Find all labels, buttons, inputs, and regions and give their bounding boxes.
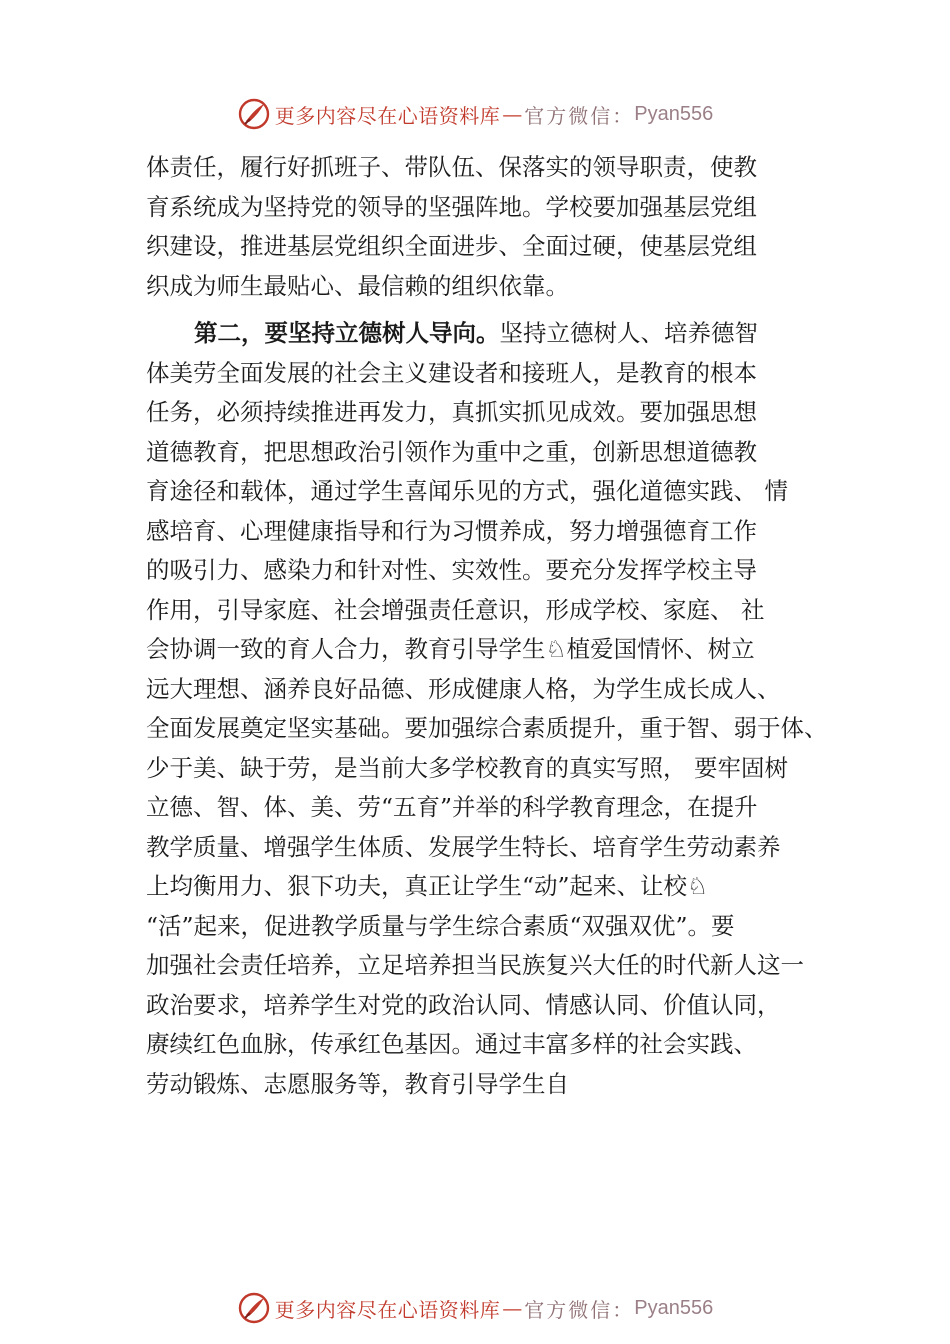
section-heading: 第二，要坚持立德树人导向。 bbox=[194, 319, 500, 347]
text-line: 任务，必须持续推进再发力，真抓实抓见成效。要加强思想 bbox=[146, 398, 757, 426]
text-line: 全面发展奠定坚实基础。要加强综合素质提升，重于智、弱于体、 bbox=[146, 714, 828, 742]
text-line: 赓续红色血脉，传承红色基因。通过丰富多样的社会实践、 bbox=[146, 1030, 757, 1058]
text-line: 上均衡用力、狠下功夫，真正让学生“动”起来、让校♘ bbox=[146, 872, 709, 900]
text-line: 的吸引力、感染力和针对性、实效性。要充分发挥学校主导 bbox=[146, 556, 757, 584]
paragraph-first-line bbox=[146, 314, 836, 354]
text-line: 织成为师生最贴心、最信赖的组织依靠。 bbox=[146, 271, 569, 300]
text-run: 坚持立德树人、培养德智 bbox=[499, 319, 758, 347]
quill-seal-icon bbox=[237, 1291, 271, 1325]
text-line: 少于美、缺于劳，是当前大多学校教育的真实写照， 要牢固树 bbox=[146, 753, 788, 782]
watermark-account: Pyan556 bbox=[634, 1296, 714, 1319]
watermark-account: Pyan556 bbox=[634, 102, 714, 125]
text-line: 会协调一致的育人合力，教育引导学生♘植爱国情怀、树立 bbox=[146, 635, 755, 663]
watermark-separator: — bbox=[502, 102, 523, 126]
text-line: 育途径和载体，通过学生喜闻乐见的方式，强化道德实践、 情 bbox=[146, 477, 788, 505]
paragraph-1 bbox=[146, 148, 836, 306]
watermark-label: 官方微信： bbox=[524, 1297, 635, 1322]
footer-watermark bbox=[0, 1290, 950, 1326]
text-line: 作用，引导家庭、社会增强责任意识，形成学校、家庭、 社 bbox=[146, 595, 765, 624]
text-line: 劳动锻炼、志愿服务等，教育引导学生自 bbox=[146, 1069, 569, 1098]
text-line: 体美劳全面发展的社会主义建设者和接班人，是教育的根本 bbox=[146, 358, 757, 387]
text-line: 立德、智、体、美、劳“五育”并举的科学教育理念，在提升 bbox=[146, 793, 758, 821]
text-line: 道德教育，把思想政治引领作为重中之重，创新思想道德教 bbox=[146, 437, 757, 466]
paragraph-2 bbox=[146, 314, 836, 1104]
text-line: 育系统成为坚持党的领导的坚强阵地。学校要加强基层党组 bbox=[146, 192, 757, 221]
watermark-site-name: 更多内容尽在心语资料库 bbox=[274, 103, 501, 128]
text-line: 远大理想、涵养良好品德、形成健康人格，为学生成长成人、 bbox=[146, 674, 781, 703]
text-line: 织建设，推进基层党组织全面进步、全面过硬，使基层党组 bbox=[146, 232, 757, 260]
quill-seal-icon bbox=[237, 97, 271, 131]
text-line: 政治要求，培养学生对党的政治认同、情感认同、价值认同， bbox=[146, 990, 781, 1019]
header-watermark bbox=[0, 96, 950, 132]
text-line: “活”起来，促进教学质量与学生综合素质“双强双优”。要 bbox=[146, 911, 735, 940]
text-line: 教学质量、增强学生体质、发展学生特长、培育学生劳动素养 bbox=[146, 832, 781, 861]
document-body bbox=[146, 148, 836, 1104]
watermark-site-name: 更多内容尽在心语资料库 bbox=[274, 1297, 501, 1322]
watermark-separator: — bbox=[502, 1296, 523, 1320]
text-line: 体责任，履行好抓班子、带队伍、保落实的领导职责，使教 bbox=[146, 153, 757, 181]
text-line: 加强社会责任培养，立足培养担当民族复兴大任的时代新人这一 bbox=[146, 951, 804, 979]
text-line: 感培育、心理健康指导和行为习惯养成，努力增强德育工作 bbox=[146, 516, 757, 545]
watermark-label: 官方微信： bbox=[524, 103, 635, 128]
